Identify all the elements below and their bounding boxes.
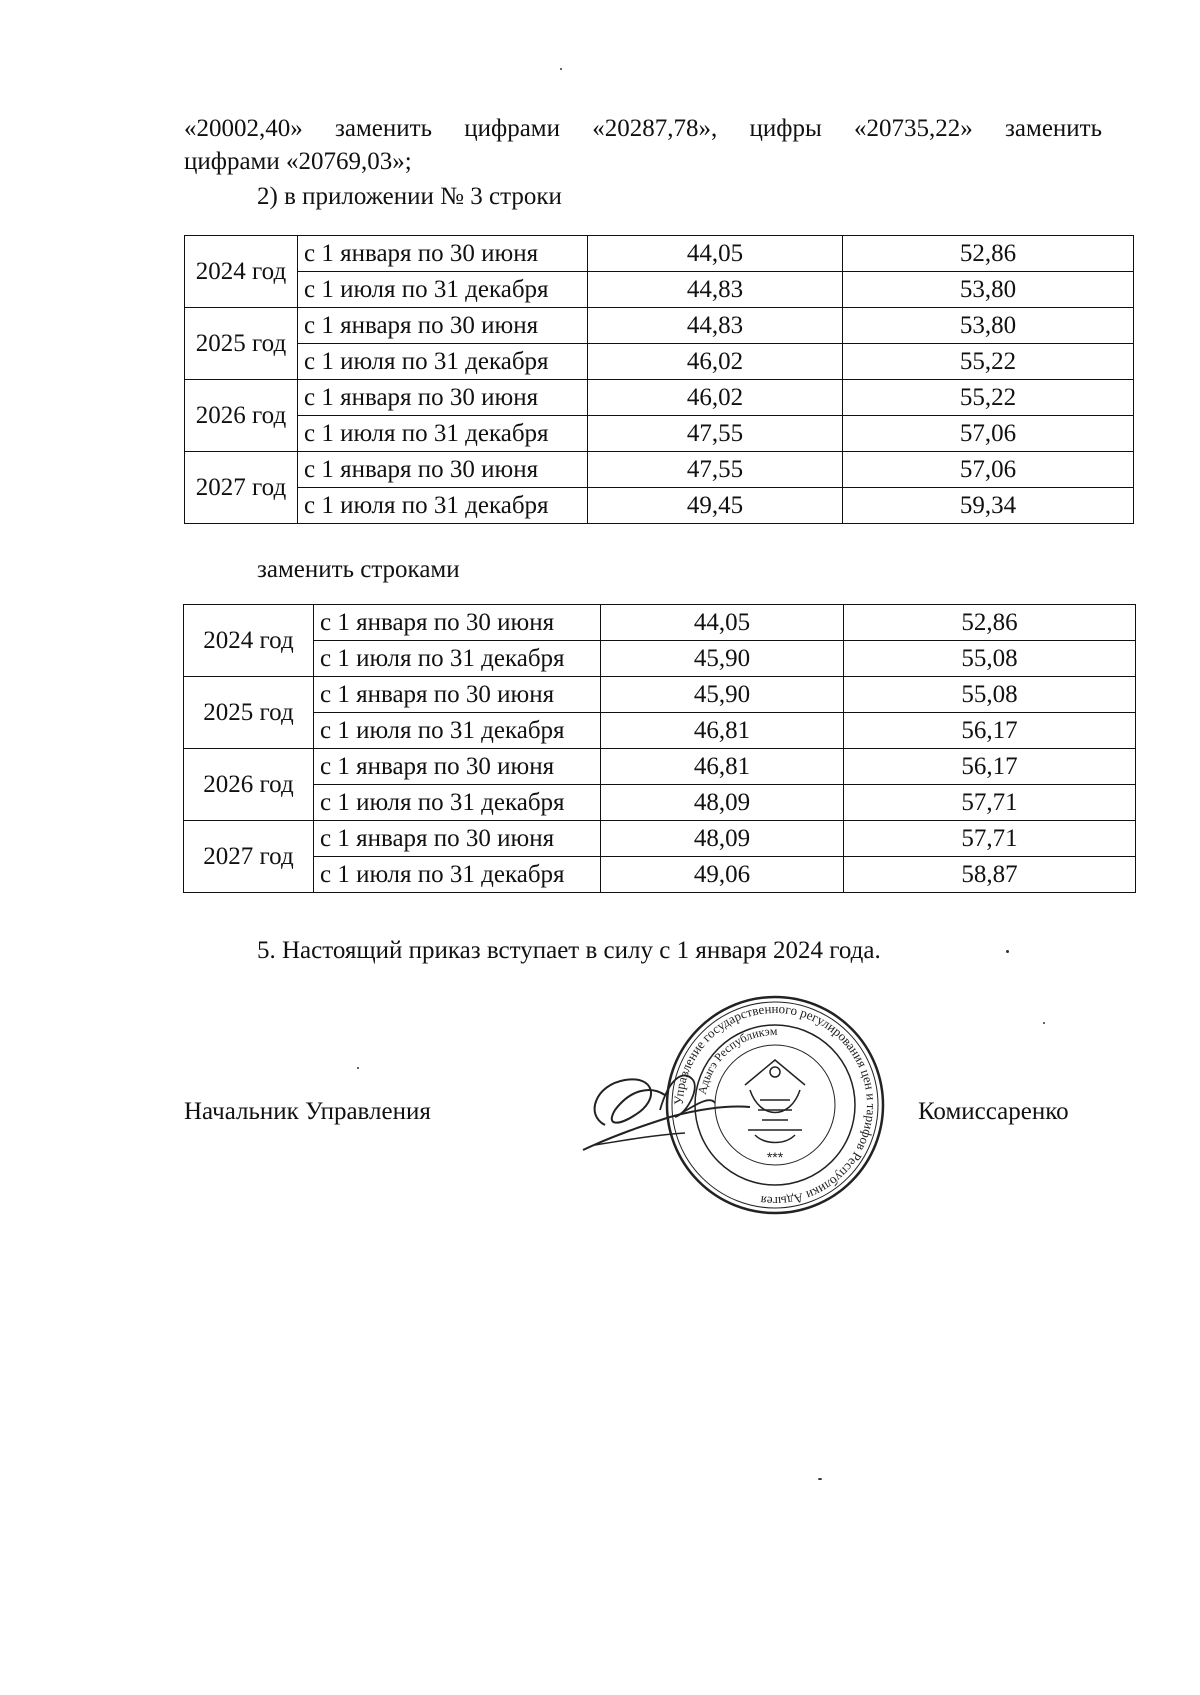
intro-line-2: цифрами «20769,03»; — [184, 148, 412, 175]
signatory-position: Начальник Управления — [184, 1098, 431, 1125]
value-2-cell: 58,87 — [844, 857, 1136, 893]
value-2-cell: 52,86 — [843, 236, 1134, 272]
table-row — [184, 785, 1136, 821]
period-cell: с 1 июля по 31 декабря — [298, 272, 588, 308]
table-row — [185, 236, 1134, 272]
table-row — [184, 641, 1136, 677]
table-row — [184, 713, 1136, 749]
period-cell: с 1 июля по 31 декабря — [298, 416, 588, 452]
year-cell: 2026 год — [185, 380, 298, 452]
value-2-cell: 57,71 — [844, 785, 1136, 821]
value-1-cell: 44,05 — [601, 605, 844, 641]
value-1-cell: 47,55 — [588, 452, 843, 488]
value-2-cell: 55,08 — [844, 641, 1136, 677]
period-cell: с 1 июля по 31 декабря — [314, 641, 601, 677]
table-row — [185, 488, 1134, 524]
table-row — [185, 416, 1134, 452]
table-row — [184, 857, 1136, 893]
year-cell: 2024 год — [184, 605, 314, 677]
value-2-cell: 55,22 — [843, 380, 1134, 416]
period-cell: с 1 января по 30 июня — [314, 677, 601, 713]
period-cell: с 1 января по 30 июня — [314, 749, 601, 785]
intro-line-1: «20002,40» заменить цифрами «20287,78», цифры «20735,22» заменить — [184, 115, 1102, 142]
official-stamp — [660, 990, 890, 1220]
value-2-cell: 59,34 — [843, 488, 1134, 524]
table-row — [184, 677, 1136, 713]
value-2-cell: 55,22 — [843, 344, 1134, 380]
period-cell: с 1 июля по 31 декабря — [314, 713, 601, 749]
value-1-cell: 46,02 — [588, 344, 843, 380]
replace-label: заменить строками — [257, 556, 460, 583]
value-1-cell: 44,83 — [588, 308, 843, 344]
year-cell: 2027 год — [184, 821, 314, 893]
year-cell: 2027 год — [185, 452, 298, 524]
clause-5: 5. Настоящий приказ вступает в силу с 1 января 2024 года. — [257, 937, 881, 964]
table-row — [185, 272, 1134, 308]
period-cell: с 1 июля по 31 декабря — [298, 344, 588, 380]
value-2-cell: 52,86 — [844, 605, 1136, 641]
value-2-cell: 55,08 — [844, 677, 1136, 713]
table-row — [184, 749, 1136, 785]
period-cell: с 1 июля по 31 декабря — [298, 488, 588, 524]
value-1-cell: 49,45 — [588, 488, 843, 524]
value-2-cell: 56,17 — [844, 713, 1136, 749]
table-row — [185, 380, 1134, 416]
period-cell: с 1 января по 30 июня — [298, 236, 588, 272]
year-cell: 2025 год — [185, 308, 298, 380]
value-1-cell: 44,83 — [588, 272, 843, 308]
period-cell: с 1 января по 30 июня — [298, 380, 588, 416]
signatory-name: Комиссаренко — [918, 1098, 1069, 1125]
table-row — [185, 452, 1134, 488]
item-2-text: 2) в приложении № 3 строки — [257, 183, 562, 210]
svg-text:Адыгэ Республикэм: Адыгэ Республикэм — [694, 1023, 778, 1096]
svg-text:Управление государственного ре: Управление государственного регулирования цен и тарифов Республики Адыгея — [670, 1000, 880, 1210]
period-cell: с 1 января по 30 июня — [298, 452, 588, 488]
value-1-cell: 47,55 — [588, 416, 843, 452]
table-row — [185, 308, 1134, 344]
value-1-cell: 48,09 — [601, 785, 844, 821]
table-row — [184, 605, 1136, 641]
value-1-cell: 45,90 — [601, 641, 844, 677]
value-2-cell: 57,06 — [843, 416, 1134, 452]
old-tariff-table — [184, 235, 1134, 524]
svg-text:***: *** — [766, 1149, 784, 1165]
table-row — [184, 821, 1136, 857]
year-cell: 2026 год — [184, 749, 314, 821]
value-1-cell: 46,81 — [601, 749, 844, 785]
period-cell: с 1 января по 30 июня — [314, 605, 601, 641]
value-1-cell: 48,09 — [601, 821, 844, 857]
year-cell: 2024 год — [185, 236, 298, 308]
value-1-cell: 46,81 — [601, 713, 844, 749]
value-1-cell: 46,02 — [588, 380, 843, 416]
period-cell: с 1 июля по 31 декабря — [314, 857, 601, 893]
period-cell: с 1 января по 30 июня — [298, 308, 588, 344]
value-1-cell: 45,90 — [601, 677, 844, 713]
value-2-cell: 53,80 — [843, 272, 1134, 308]
value-1-cell: 49,06 — [601, 857, 844, 893]
value-1-cell: 44,05 — [588, 236, 843, 272]
period-cell: с 1 июля по 31 декабря — [314, 785, 601, 821]
value-2-cell: 56,17 — [844, 749, 1136, 785]
year-cell: 2025 год — [184, 677, 314, 749]
new-tariff-table — [183, 604, 1136, 893]
period-cell: с 1 января по 30 июня — [314, 821, 601, 857]
value-2-cell: 53,80 — [843, 308, 1134, 344]
value-2-cell: 57,71 — [844, 821, 1136, 857]
value-2-cell: 57,06 — [843, 452, 1134, 488]
table-row — [185, 344, 1134, 380]
